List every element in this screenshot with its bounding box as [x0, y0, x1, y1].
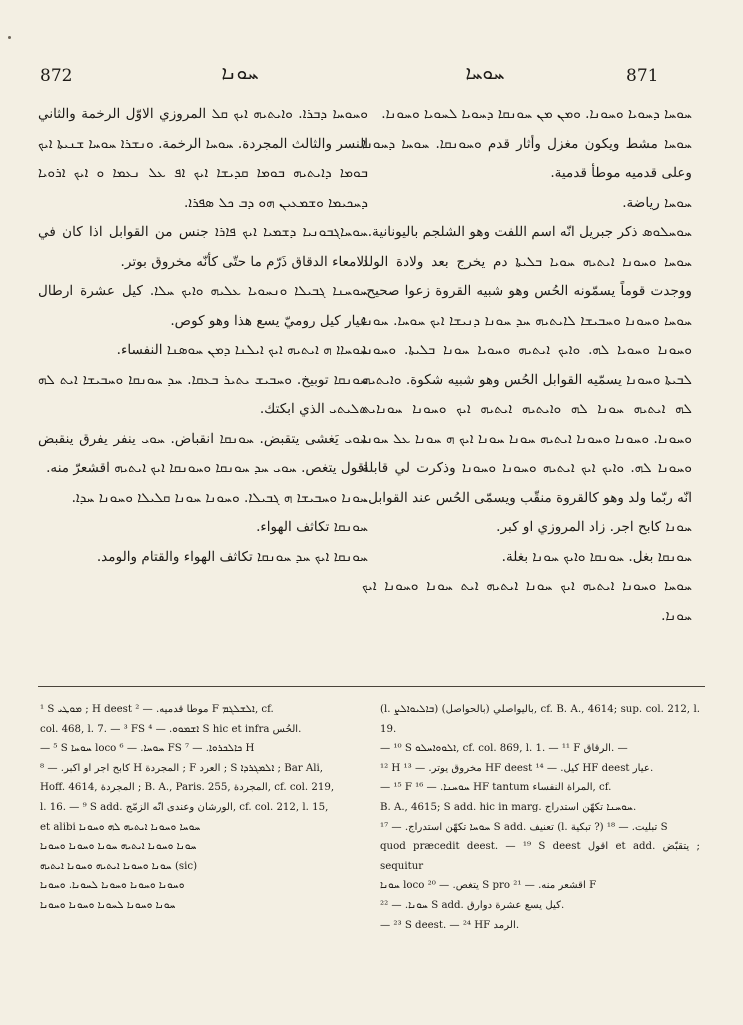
- footnote-line: ܚܘܢܐ ܘܚܘܢܐ ܐܝܬܝܗ ܚܘܢܐ ܘܚܘܢܐ ܘܚܘܢܐ: [40, 841, 197, 853]
- dictionary-entry: ܚܘܢܩܐ توبيخ. ܘܚܒܝܫ ܝܬܝܪ ܒܥܩܐ. ܚܕ ܚܘܢܩܐ ܘܚܒܝܫܐ ܐܝܬ ܠܗ ܬܠܝܬܝ الذي ابكتك.: [38, 371, 368, 417]
- dictionary-entry: ܚܘܚܐܓܒܘܢܝܐ ܕܫܡܝܐ ܐܝܟ ܦܐܪܐ جنس من القوابل اذا كان في الامعاء الدقاق ذَرّم ما حتّى كأنّه مخروق بوتر.: [38, 224, 368, 270]
- footnote-line: كابح اجر او اكبر. — ⁸ H المجردة ; F العرد ; S ܐܠܡܓܪܕܐ ; Bar Ali,: [40, 762, 324, 774]
- dictionary-entry: ܚܘܢܩܐ تكاثف الهواء.: [256, 519, 368, 535]
- footnote-line: (l. ܒܐܠܝܘܐܠܨ) باليواصلي (بالحواصل), cf. B. A., 4614; sup. col. 212, l. 19.: [380, 704, 700, 735]
- footnote-divider: [38, 686, 705, 687]
- footnote-line: ܘܚܘܢܐ ܘܚܘܢܐ ܘܚܘܢܐ ܠܚܘܢܐ. ܘܚܘܢܐ: [40, 880, 185, 892]
- footnote-line: ¹² H مخروق يوتر. — ¹³ HF deest كيل. — ¹⁴ HF deest عيار.: [380, 762, 654, 774]
- dictionary-entry: ܚܘܚܐ مشط ويكون مغزل وأثار قدم ܘܚܘܢܩܐ. ܚܘܚܐ ܕܚܘܢܐ وعلى قدميه موطأ قدمية.: [362, 135, 692, 181]
- left-page-number: 872: [40, 66, 73, 86]
- dictionary-entry: ܚܘܚܐ ܕܚܘܝܐ ܘܚܘܢܐ. ܘܡܢ ܡܢ ܚܘܢܩܐ ܕܚܘܝܐ ܠܚܘܝܐ ܘܚܘܢܐ.: [381, 106, 692, 122]
- right-footnotes: [380, 700, 700, 931]
- dictionary-entry: ܚܘܢܩܐ ܐܝܟ ܚܕ ܚܘܢܩܐ تكاثف الهواء والقتام والومد.: [96, 548, 368, 565]
- dictionary-entry: ܚܘܚܠܘܣ ذكر جبريل انّه اسم اللفت وهو الشلجم باليونانية.: [367, 224, 692, 240]
- footnote-line: ܚܘܢܐ loco يتغص. — ²⁰ S pro اقشعر منه. — ²¹ F: [380, 880, 597, 892]
- footnote-line: Hoff. 4614, المجردة ; B. A., Paris. 255, المجردة, cf. col. 219,: [40, 782, 335, 794]
- footnote-line: l. 16. — ⁹ S add. الورشان وعندى انّه الزمّج, cf. col. 212, l. 15,: [40, 801, 329, 813]
- right-running-title: ܚܘܚܐ: [465, 62, 505, 84]
- footnote-line: quod præcedit deest. — ¹⁹ S deest اقول et add. يتقبّض ; sequitur: [380, 841, 700, 872]
- left-text-column: [38, 100, 368, 660]
- footnote-line: ܚܘܢܐ ܘܚܘܢܐ ܠܚܘܢܐ ܘܚܘܢܐ ܘܚܘܢܐ: [40, 899, 176, 911]
- dictionary-entry: ܚܘܚܐ رياضة.: [622, 194, 692, 211]
- footnote-line: — ¹⁰ S ܐܠܘܘܐܚܠܘ, cf. col. 869, l. 1. — ¹¹ F الرقاق. —: [380, 743, 628, 755]
- dictionary-entry: ܚܘܚܐ ܘܚܘܢܐ ܐܝܬܝܗ ܐܝܟ ܚܘܢܐ ܐܝܬܝܗ ܐܝܬ ܚܘܢܐ ܘܚܘܢܐ ܐܝܟ ܚܘܢܐ.: [362, 578, 692, 624]
- left-running-title: ܚܘܢܐ: [221, 62, 259, 84]
- dictionary-entry: ܚܘܚܐ ܘܚܘܢܐ ܐܝܬܝܗ ܚܘܝܐ ܒܠܝܬܐ دم يخرج بعد ولادة الولد ووجدت قوماً يسمّونه الحُس وهو شبيه القروة زعوا صحيح. ܚܘܚܐ ܘܚܘܢܐ ܘܚܒܝܫܐ ܠܐܝܬܝܗ ܚܕ ܚܘܢܐ ܕܢܝܫܐ ܐܝܟ ܚܘܚܐ. ܚܘܢܐ ܘܚܘܢܐ ܘܚܘܝܐ ܠܗ. ܘܐܝܟ ܐܝܬܝܗ ܘܚܘܝܐ ܚܘܢܐ ܒܠܝܬܐ. ܘܚܘܢܐ ܠܒܝܬܐ ܘܚܘܢܐ يسمّيه القوابل الحُس وهو شبيه شكوة. ܘܐܝܬܝܗ ܠܗ ܐܝܬܝܗ ܚܘܢܐ ܠܗ ܘܐܝܬܝܗ ܐܝܬܝܗ ܐܝܟ ܘܚܘܢܐ ܚܘܢܐܝܬ ܘܚܘܢܐ. ܘܚܘܢܐ ܘܚܘܢܐ ܐܝܬܝܗ ܚܘܢܐ ܚܘܢܐ ܐܝܟ ܗ ܚܘܢܐ ܥܠ ܚܘܢܐ ܘܚܘܢܐ ܠܗ. ܘܐܝܟ ܐܝܟ ܐܝܬܝܗ ܘܚܘܢܐ ܘܚܘܢܐ وذكرت لي قابلة انّه ربّما ولد وهو كالقروة منقّب ويسمّى الحُس عند القوابل.: [362, 253, 692, 506]
- dictionary-entry: ܚܘܚܢܐ ܓܒܝܠܐ ܘܢܚܘܝܐ ܥܠܝܗ ܘܐܝܟ ܚܠܐ. كيل عشرة ارطال عيار كيل روميّ يسع هذا وهو كوص.: [38, 283, 368, 329]
- footnote-line: B. A., 4615; S add. hic in marg. ܚܘܚܢܐ تكهّن استدراج.: [380, 801, 637, 813]
- dictionary-entry: ܚܘܝ يَغشى يتقبض. ܚܘܢܩܐ انقباض. ܚܘܝ ينفر يفرق ينقبض اقول يتغص. ܚܘܝ ܚܕ ܚܘܢܩܐ ܘܚܘܢܩܐ ܐܝܟ ܐܝܬܝܗ اقشعرّ منه.: [38, 430, 368, 476]
- footnote-line: col. 468, l. 7. — ³ FS ܐܫܡܘܘ. — ⁴ S hic et infra الحُس.: [40, 723, 302, 735]
- footnote-line: — ⁵ S ܚܘܚܐ loco ܚܘܚܐ. — ⁶ FS ܟܐܠܟܪܘܐ. — ⁷ H: [40, 743, 255, 755]
- footnote-line: ܚܘܢܐ. — ²² S add. كيل يسع عشرة دوارق.: [380, 899, 565, 911]
- footnote-line: ܚܘܚܐ تكهّن استدراج. — ¹⁷ S add. تعنيف (l. تبكية ?) تبليت. — ¹⁸ S: [380, 821, 668, 833]
- dictionary-entry: ܚܘܚܐܐ ܗ ܐܝܬܝܗ ܐܝܟ ܐܝܠܢܐ ܕܡܢ ܚܘܣܢܐ النفساء.: [116, 342, 368, 358]
- footnote-line: ܚܘܢܐ ܘܚܘܢܐ ܐܝܬܝܗ ܘܚܘܢܐ ܐܝܬܝܗ (sic): [40, 860, 198, 872]
- page-speck: [8, 36, 11, 39]
- footnote-line: — ¹⁵ F ܚܘܚܢܐ. — ¹⁶ HF tantum المراة النفساء, cf.: [380, 782, 612, 794]
- right-text-column: [362, 100, 692, 680]
- right-page-number: 871: [626, 66, 659, 86]
- footnote-line: — ²³ S deest. — ²⁴ HF الرمد.: [380, 919, 520, 931]
- dictionary-entry: ܚܘܢܐ ܘܚܒܝܫܐ ܗ ܓܒܝܠܐ. ܘܚܘܢܐ ܚܘܢܐ ܩܠܝܠܐ ܘܚܘܢܐ ܚܕܐ.: [71, 489, 368, 506]
- left-footnotes: [40, 700, 360, 910]
- dictionary-entry: ܘܚܘܚܐ ܕܒܪܐ. ܘܐܝܬܝܗ ܐܝܟ ܩܠ المروزي الاوّل الرخمة والثاني النسر والثالث المجردة. ܚܘܚܐ الرخمة. ܘܢܫܪܐ ܚܘܚܐ ܫܢܝܬܐ ܐܝܟ ܒܘܡܐ ܕܐܝܬܝܗ ܒܘܡܐ ܩܕܝܫܐ ܐܝܟ ܐܦ ܥܠ ܢܥܡܐ ܘ ܐܝܟ ܐܪܘܝܐ ܕܚܟܝܡܐ ܘܫܡܥܝܢ ܗܘ ܕܒ ܟܠ ܣܦܪܐ.: [38, 106, 368, 211]
- dictionary-entry: ܚܘܢܐ كابح اجر. زاد المروزي او كبر.: [496, 519, 692, 535]
- footnote-line: et alibi ܚܘܚܐ ܘܚܘܢܐ ܐܝܬܝܗ ܠܗ ܘܚܘܢܐ: [40, 821, 201, 833]
- footnote-line: ¹ S ܡܘܛܝ ; H deest موطا قدميه. — ² F ܐܠܫܠܓܡ, cf.: [40, 704, 274, 715]
- dictionary-entry: ܚܘܢܩܐ بغل. ܚܘܢܩܐ ܘܐܝܟ ܚܘܢܐ بغلة.: [501, 548, 692, 565]
